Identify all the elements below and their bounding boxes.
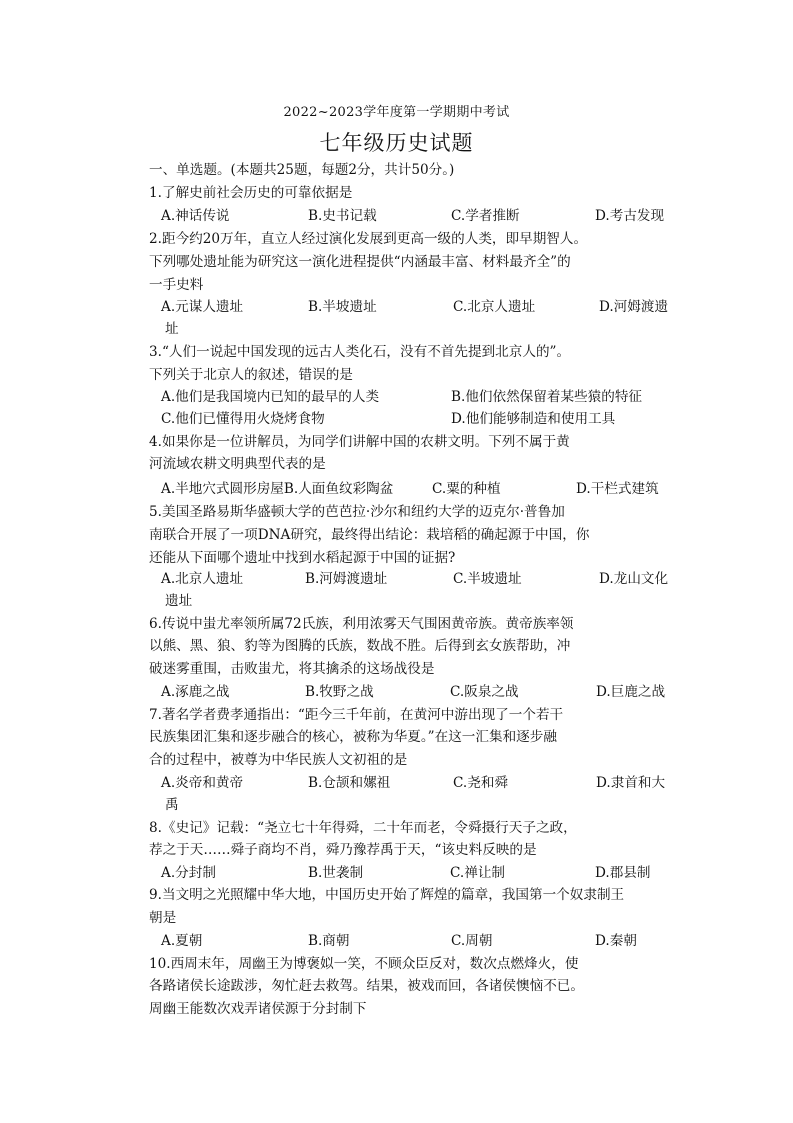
section-heading: 一、单选题。(本题共25题，每题2分，共计50分。) [149, 162, 455, 178]
question-1-option-d: D.考古发现 [595, 208, 665, 224]
question-3-option-b: B.他们依然保留着某些猿的特征 [451, 389, 643, 405]
question-8-option-a: A.分封制 [161, 865, 216, 881]
question-7-stem-line: 民族集团汇集和逐步融合的核心，被称为华夏。”在这一汇集和逐步融 [149, 729, 557, 745]
question-1-option-b: B.史书记载 [308, 208, 377, 224]
question-4-option-a: A.半地穴式圆形房屋B.人面鱼纹彩陶盆 [161, 481, 394, 497]
question-3-option-a: A.他们是我国境内已知的最早的人类 [161, 389, 380, 405]
question-6-stem-line: 破迷雾重围，击败蚩尤，将其擒杀的这场战役是 [149, 661, 435, 677]
question-9-option-d: D.秦朝 [595, 933, 637, 949]
question-2-stem: 2.距今约20万年，直立人经过演化发展到更高一级的人类，即早期智人。 [149, 231, 588, 247]
question-7-stem-line: 合的过程中，被尊为中华民族人文初祖的是 [149, 752, 408, 768]
question-2-option-d: D.河姆渡遗 [599, 299, 669, 315]
question-1-option-a: A.神话传说 [161, 208, 230, 224]
question-2-stem-line: 下列哪处遗址能为研究这一演化进程提供“内涵最丰富、材料最齐全”的 [149, 254, 571, 270]
question-10-stem-line: 各路诸侯长途跋涉，匆忙赶去救驾。结果，被戏而回，各诸侯懊恼不已。 [149, 978, 584, 994]
question-2-option-b: B.半坡遗址 [308, 299, 377, 315]
question-10-stem: 10.西周末年，周幽王为博褒姒一笑，不顾众臣反对，数次点燃烽火，使 [149, 956, 579, 972]
question-7-option-a: A.炎帝和黄帝 [161, 775, 244, 791]
exam-title: 七年级历史试题 [319, 131, 474, 155]
question-9-stem-line: 朝是 [149, 910, 177, 926]
question-2-option-c: C.北京人遗址 [453, 299, 536, 315]
question-1-stem: 1.了解史前社会历史的可靠依据是 [149, 185, 353, 201]
question-10-stem-line: 周幽王能数次戏弄诸侯源于分封制下 [149, 1001, 367, 1017]
question-5-option-b: B.河姆渡遗址 [305, 571, 388, 587]
exam-subtitle: 2022~2023学年度第一学期期中考试 [283, 105, 510, 120]
question-5-option-a: A.北京人遗址 [161, 571, 244, 587]
question-8-option-c: C.禅让制 [450, 865, 506, 881]
question-7-stem: 7.著名学者费孝通指出：“距今三千年前，在黄河中游出现了一个若干 [149, 707, 564, 723]
question-7-option-c: C.尧和舜 [453, 775, 509, 791]
question-3-option-d: D.他们能够制造和使用工具 [451, 411, 616, 427]
question-5-option-wrap: 遗址 [165, 593, 193, 609]
question-7-option-wrap: 禹 [165, 797, 179, 813]
question-9-option-a: A.夏朝 [161, 933, 203, 949]
question-2-stem-line: 一手史料 [149, 277, 204, 293]
question-6-option-c: C.阪泉之战 [450, 684, 519, 700]
question-4-option-c: D.干栏式建筑 [576, 481, 659, 497]
question-8-option-d: D.郡县制 [595, 865, 651, 881]
question-6-option-b: B.牧野之战 [305, 684, 374, 700]
question-7-option-b: B.仓颉和嫘祖 [308, 775, 391, 791]
question-5-stem: 5.美国圣路易斯华盛顿大学的芭芭拉·沙尔和纽约大学的迈克尔·普鲁加 [149, 504, 565, 520]
question-6-option-a: A.涿鹿之战 [161, 684, 230, 700]
question-4-stem: 4.如果你是一位讲解员，为同学们讲解中国的农耕文明。下列不属于黄 [149, 434, 570, 450]
question-2-option-a: A.元谋人遗址 [161, 299, 244, 315]
question-3-option-c: C.他们已懂得用火烧烤食物 [161, 411, 325, 427]
question-5-stem-line: 还能从下面哪个遗址中找到水稻起源于中国的证据? [149, 550, 456, 566]
question-6-stem-line: 以熊、黑、狼、豹等为图腾的氏族，数战不胜。后得到玄女族帮助，冲 [149, 638, 571, 654]
question-3-stem: 3.“人们一说起中国发现的远古人类化石，没有不首先提到北京人的”。 [149, 344, 571, 360]
question-9-stem: 9.当文明之光照耀中华大地，中国历史开始了辉煌的篇章，我国第一个奴隶制王 [149, 887, 625, 903]
question-8-stem-line: 荐之于天……舜子商均不肖，舜乃豫荐禹于天，“该史料反映的是 [149, 842, 537, 858]
question-4-stem-line: 河流域农耕文明典型代表的是 [149, 456, 326, 472]
question-9-option-c: C.周朝 [451, 933, 493, 949]
question-1-option-c: C.学者推断 [451, 208, 520, 224]
question-7-option-d: D.隶首和大 [596, 775, 666, 791]
question-9-option-b: B.商朝 [308, 933, 350, 949]
question-5-option-d: D.龙山文化 [599, 571, 669, 587]
question-5-option-c: C.半坡遗址 [453, 571, 522, 587]
question-8-stem: 8.《史记》记载：“尧立七十年得舜，二十年而老，令舜摄行天子之政， [149, 820, 577, 836]
question-6-option-d: D.巨鹿之战 [596, 684, 666, 700]
question-6-stem: 6.传说中蚩尤率领所属72氏族，利用浓雾天气围困黄帝族。黄帝族率领 [149, 616, 574, 632]
question-8-option-b: B.世袭制 [308, 865, 364, 881]
question-5-stem-line: 南联合开展了一项DNA研究，最终得出结论：栽培稻的确起源于中国，你 [149, 527, 590, 543]
question-2-option-wrap: 址 [165, 321, 179, 337]
question-4-option-b: C.粟的种植 [432, 481, 501, 497]
question-3-stem-line: 下列关于北京人的叙述，错误的是 [149, 367, 353, 383]
